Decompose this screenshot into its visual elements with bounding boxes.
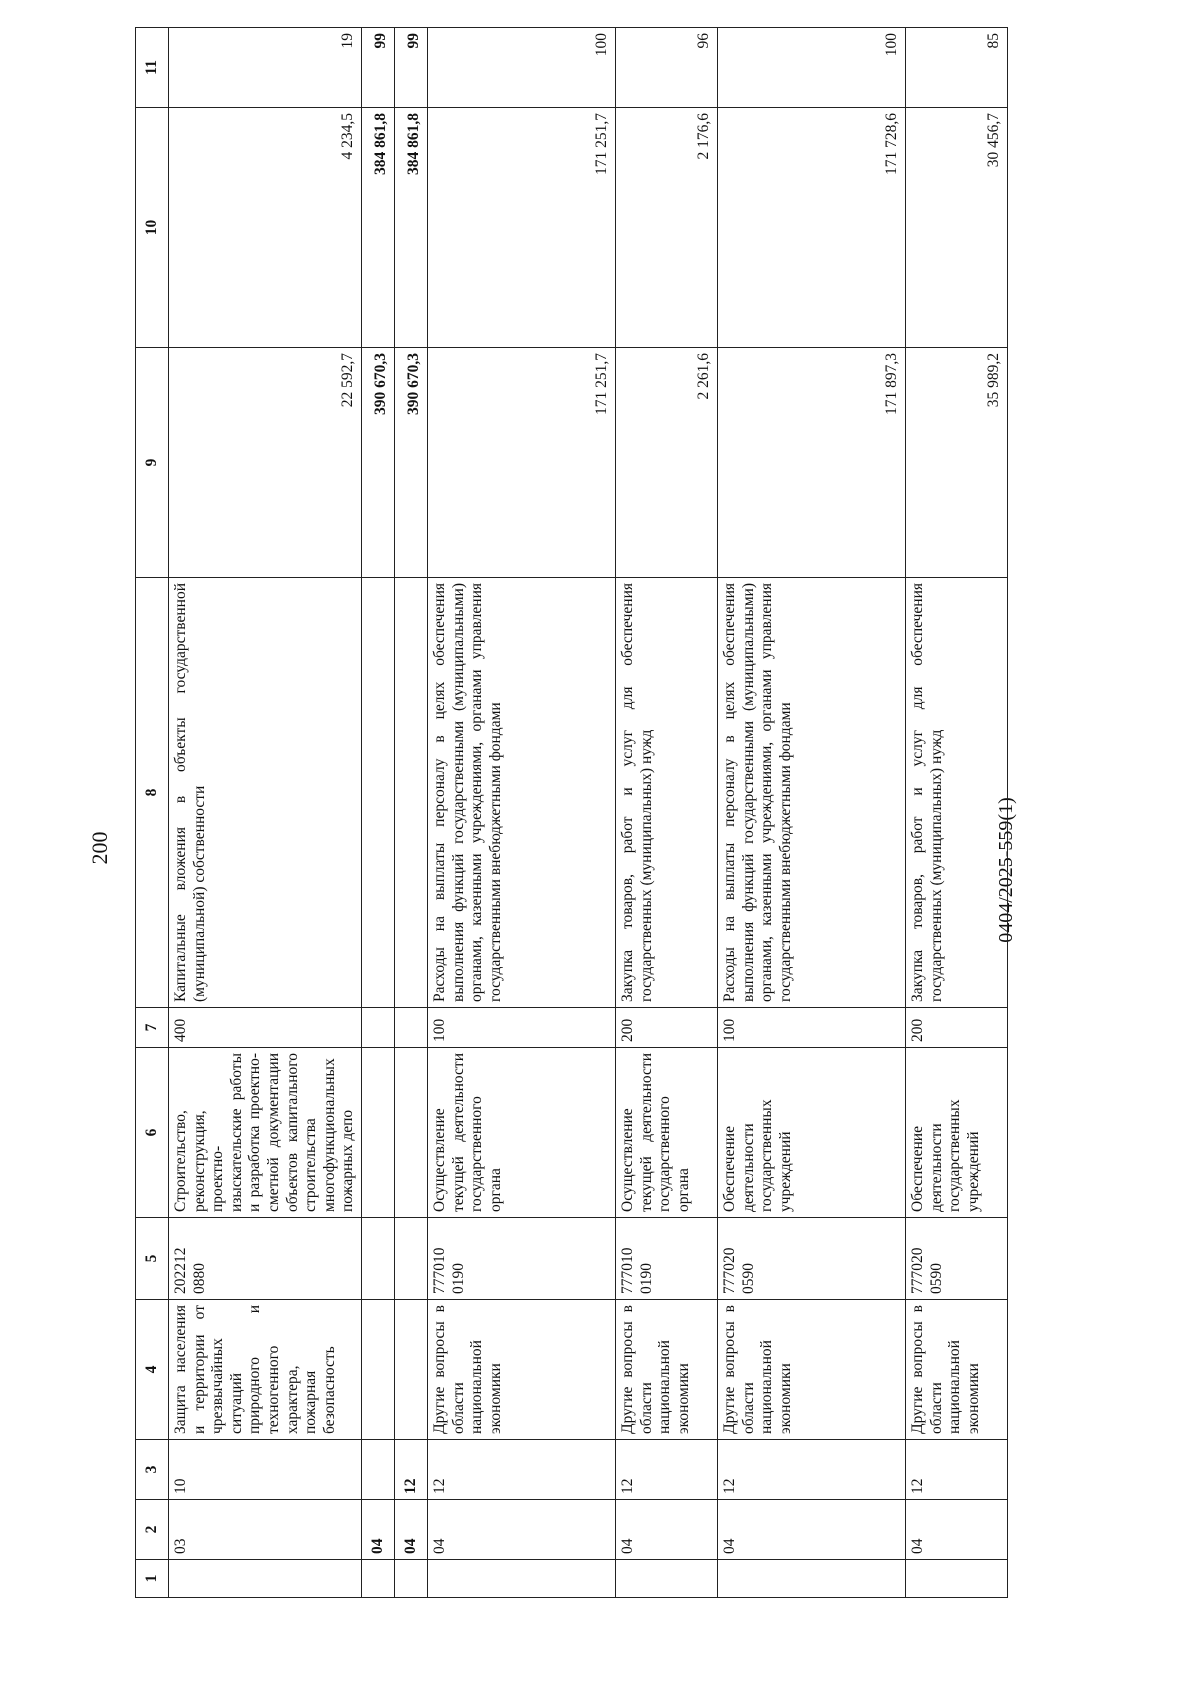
cell-c3: 12 [427,1440,615,1500]
cell-c3 [361,1440,394,1500]
cell-c10: 30 456,7 [905,108,1007,348]
col-header: 9 [136,348,169,578]
table-row [169,28,362,1598]
cell-c5: 777010 0190 [615,1218,717,1300]
cell-c8: Расходы на выплаты персоналу в целях обеспечения выполнения функций государственными (муниципальными) органами, казенными учреждениями, органами управления государственными внебюджетными фондами [427,578,615,1008]
col-header: 5 [136,1218,169,1300]
cell-c6: Строительство, реконструкция, проектно-изыскательские работы и разработка проектно-сметной документации объектов капитального строительства многофункциональных пожарных депо [169,1048,362,1218]
cell-c6 [394,1048,427,1218]
cell-c7: 200 [905,1008,1007,1048]
cell-c5: 777020 0590 [905,1218,1007,1300]
cell-c10: 4 234,5 [169,108,362,348]
cell-c1 [169,1560,362,1598]
col-header: 10 [136,108,169,348]
cell-c3: 10 [169,1440,362,1500]
cell-c6: Осуществление текущей деятельности государственного органа [615,1048,717,1218]
cell-c9: 390 670,3 [361,348,394,578]
cell-c2: 04 [615,1500,717,1560]
cell-c9: 171 897,3 [717,348,905,578]
cell-c9: 2 261,6 [615,348,717,578]
cell-c2: 04 [394,1500,427,1560]
cell-c7: 100 [717,1008,905,1048]
cell-c5: 777010 0190 [427,1218,615,1300]
cell-c4 [361,1300,394,1440]
cell-c5 [394,1218,427,1300]
table-row [905,28,1007,1598]
cell-c1 [905,1560,1007,1598]
cell-c8: Расходы на выплаты персоналу в целях обеспечения выполнения функций государственными (муниципальными) органами, казенными учреждениями, органами управления государственными внебюджетными фондами [717,578,905,1008]
table-row [615,28,717,1598]
cell-c11: 100 [427,28,615,108]
cell-c1 [427,1560,615,1598]
cell-c1 [361,1560,394,1598]
table-row [427,28,615,1598]
cell-c7 [394,1008,427,1048]
cell-c1 [615,1560,717,1598]
budget-table-rotated [135,28,1030,1598]
cell-c5 [361,1218,394,1300]
cell-c4: Другие вопросы в области национальной экономики [427,1300,615,1440]
cell-c10: 384 861,8 [394,108,427,348]
col-header: 4 [136,1300,169,1440]
cell-c11: 85 [905,28,1007,108]
table-row [717,28,905,1598]
cell-c2: 03 [169,1500,362,1560]
cell-c6: Обеспечение деятельности государственных учреждений [717,1048,905,1218]
cell-c3: 12 [717,1440,905,1500]
cell-c4 [394,1300,427,1440]
cell-c3: 12 [394,1440,427,1500]
cell-c8: Закупка товаров, работ и услуг для обеспечения государственных (муниципальных) нужд [905,578,1007,1008]
budget-table [135,27,1008,1598]
cell-c11: 99 [394,28,427,108]
cell-c7: 400 [169,1008,362,1048]
cell-c7 [361,1008,394,1048]
cell-c10: 171 728,6 [717,108,905,348]
col-header: 1 [136,1560,169,1598]
cell-c4: Другие вопросы в области национальной экономики [905,1300,1007,1440]
col-header: 11 [136,28,169,108]
cell-c11: 96 [615,28,717,108]
cell-c10: 171 251,7 [427,108,615,348]
cell-c11: 19 [169,28,362,108]
cell-c11: 100 [717,28,905,108]
cell-c2: 04 [905,1500,1007,1560]
cell-c10: 2 176,6 [615,108,717,348]
cell-c7: 100 [427,1008,615,1048]
cell-c7: 200 [615,1008,717,1048]
cell-c3: 12 [905,1440,1007,1500]
cell-c3: 12 [615,1440,717,1500]
cell-c4: Защита населения и территории от чрезвычайных ситуаций природного и техногенного характера, пожарная безопасность [169,1300,362,1440]
cell-c5: 202212 0880 [169,1218,362,1300]
col-header: 3 [136,1440,169,1500]
document-code: 0404/2025-559(1) [995,797,1017,943]
cell-c4: Другие вопросы в области национальной экономики [717,1300,905,1440]
cell-c4: Другие вопросы в области национальной экономики [615,1300,717,1440]
page-number: 200 [87,831,112,865]
cell-c9: 171 251,7 [427,348,615,578]
col-header: 6 [136,1048,169,1218]
col-header: 2 [136,1500,169,1560]
cell-c8: Капитальные вложения в объекты государственной (муниципальной) собственности [169,578,362,1008]
cell-c1 [394,1560,427,1598]
cell-c8 [394,578,427,1008]
cell-c2: 04 [427,1500,615,1560]
col-header: 7 [136,1008,169,1048]
cell-c9: 22 592,7 [169,348,362,578]
header-row [136,28,169,1598]
cell-c2: 04 [717,1500,905,1560]
cell-c6: Обеспечение деятельности государственных учреждений [905,1048,1007,1218]
cell-c9: 390 670,3 [394,348,427,578]
cell-c8 [361,578,394,1008]
cell-c6 [361,1048,394,1218]
table-row [394,28,427,1598]
cell-c1 [717,1560,905,1598]
cell-c5: 777020 0590 [717,1218,905,1300]
cell-c6: Осуществление текущей деятельности государственного органа [427,1048,615,1218]
table-row [361,28,394,1598]
col-header: 8 [136,578,169,1008]
cell-c11: 99 [361,28,394,108]
cell-c8: Закупка товаров, работ и услуг для обеспечения государственных (муниципальных) нужд [615,578,717,1008]
cell-c2: 04 [361,1500,394,1560]
cell-c10: 384 861,8 [361,108,394,348]
cell-c9: 35 989,2 [905,348,1007,578]
